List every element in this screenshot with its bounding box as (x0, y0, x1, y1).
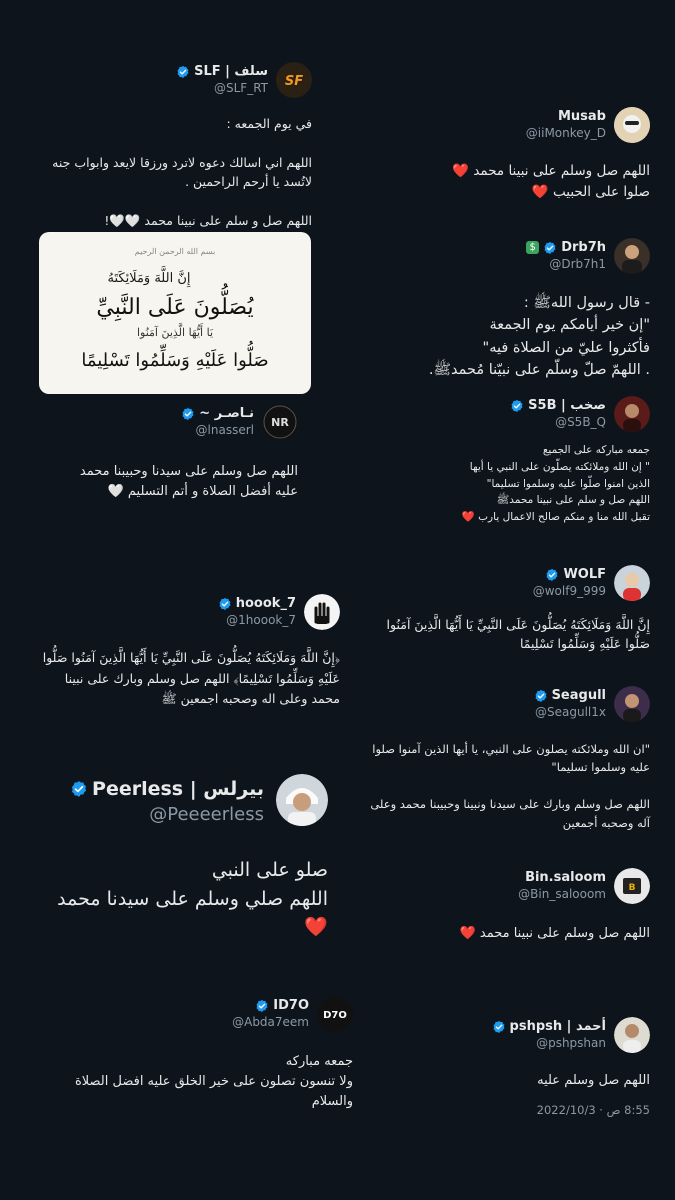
tweet-text: "ان الله وملائكته يصلون على النبي، يا أيها الذين آمنوا صلوا عليه وسلموا تسليما" اللهم صل وسلم وبارك على سيدنا ونبينا وحبيبنا محمد وعلى آله وصحبه أجمعين (370, 742, 650, 830)
avatar[interactable] (614, 1017, 650, 1053)
tweet-musab[interactable] (400, 107, 650, 203)
avatar[interactable] (614, 107, 650, 143)
tweet-s5b[interactable] (455, 396, 650, 526)
avatar[interactable] (614, 868, 650, 904)
verified-badge-icon (181, 407, 195, 421)
tweet-text: اللهم صل وسلم على نبينا محمد ❤️ (459, 926, 650, 941)
display-name[interactable]: WOLF (563, 567, 606, 582)
display-name[interactable]: صخب | S5B (528, 398, 606, 413)
timestamp[interactable]: 8:55 ص · 2022/10/3 (536, 1103, 650, 1118)
display-name[interactable]: نـاصـر ~ (199, 406, 254, 421)
svg-text:SF: SF (284, 74, 304, 89)
handle[interactable]: @Bin_salooom (518, 887, 606, 901)
avatar[interactable] (317, 996, 353, 1032)
avatar[interactable] (614, 238, 650, 274)
verified-badge-icon (255, 999, 269, 1013)
verified-badge-icon (176, 65, 190, 79)
verse-line-2: يُصَلُّونَ عَلَى النَّبِيِّ (96, 295, 254, 320)
display-name[interactable]: hoook_7 (235, 596, 296, 611)
svg-text:D7O: D7O (323, 1010, 347, 1021)
verified-badge-icon (543, 241, 557, 255)
basmala-text: بسم الله الرحمن الرحيم (134, 247, 216, 256)
verse-line-4: صَلُّوا عَلَيْهِ وَسَلِّمُوا تَسْلِيمًا (81, 350, 269, 371)
tweet-text: اللهم صل وسلم عليه (537, 1073, 650, 1088)
tweet-text: في يوم الجمعه : اللهم اني اسالك دعوه لاترد ورزقا لايعد وابواب جنه لاتُسد يا أرحم الراحمين . اللهم صل و سلم على نبينا محمد 🤍🤍! (52, 116, 312, 228)
avatar[interactable] (262, 404, 298, 440)
handle[interactable]: @Drb7h1 (549, 257, 606, 271)
avatar[interactable] (614, 686, 650, 722)
tweet-nasser[interactable] (60, 404, 298, 502)
handle[interactable]: @wolf9_999 (532, 584, 606, 598)
display-name[interactable]: سلف | SLF (194, 64, 268, 79)
tweet-text: - قال رسول اللهﷺ : "إن خير أيامكم يوم الجمعة فأكثروا عليّ من الصلاة فيه" . اللهمّ صلّ وسلّم على نبيّنا مُحمدﷺ. (428, 295, 650, 379)
display-name[interactable]: Musab (557, 109, 606, 124)
verified-badge-icon (492, 1020, 506, 1034)
avatar[interactable] (304, 594, 340, 630)
handle[interactable]: @SLF_RT (214, 81, 268, 95)
handle[interactable]: @iiMonkey_D (525, 126, 606, 140)
svg-text:B: B (628, 883, 636, 893)
tweet-text: جمعه مباركه على الجميع " إن الله وملائكته يصلّون على النبي يا أيها الذين امنوا صلّوا عليه وسلموا تسليما" اللهم صل و سلم على نبينا محمدﷺ تقبل الله منا و منكم صالح الاعمال يارب ❤️ (461, 444, 650, 524)
handle[interactable]: @lnasserl (195, 423, 254, 437)
tweet-text: اللهم صل وسلم على نبينا محمد ❤️ صلوا على الحبيب ❤️ (452, 163, 650, 200)
tweet-drb7h[interactable] (420, 238, 650, 382)
tweet-peerless[interactable] (38, 774, 328, 942)
quran-verse-image[interactable] (39, 232, 311, 394)
tweet-text: جمعه مباركه ولا تنسون تصلون على خير الخلق عليه افضل الصلاة والسلام (74, 1054, 353, 1110)
verse-line-3: يَا أَيُّهَا الَّذِينَ آمَنُوا (136, 326, 214, 339)
handle[interactable]: @Peeeerless (149, 804, 264, 825)
tweet-id7o[interactable] (38, 996, 353, 1112)
tweet-text: صلو على النبي اللهم صلي وسلم على سيدنا محمد ❤️ (57, 859, 328, 938)
handle[interactable]: @Abda7eem (232, 1015, 309, 1029)
verified-badge-icon (510, 399, 524, 413)
tweet-hoook[interactable] (38, 594, 340, 710)
tweet-pshpsh[interactable] (470, 1017, 650, 1117)
verified-badge-icon (218, 597, 232, 611)
tweet-binsaloom[interactable] (440, 868, 650, 944)
avatar[interactable] (276, 62, 312, 98)
avatar[interactable] (614, 565, 650, 601)
handle[interactable]: @pshpshan (536, 1036, 606, 1050)
avatar[interactable] (614, 396, 650, 432)
handle[interactable]: @1hoook_7 (226, 613, 296, 627)
handle[interactable]: @Seagull1x (535, 705, 606, 719)
verified-badge-icon (70, 780, 88, 798)
verified-badge-icon (545, 568, 559, 582)
display-name[interactable]: أحمد | pshpsh (509, 1019, 606, 1034)
money-bag-icon: $ (526, 241, 539, 254)
tweet-seagull[interactable] (362, 686, 650, 832)
display-name[interactable]: ID7O (273, 998, 309, 1013)
tweet-text: اللهم صل وسلم على سيدنا وحبيبنا محمد عليه أفضل الصلاة و أتم التسليم 🤍 (79, 464, 298, 500)
display-name[interactable]: Drb7h (561, 240, 606, 255)
svg-text:NR: NR (271, 416, 289, 429)
avatar[interactable] (276, 774, 328, 826)
tweet-slf[interactable] (30, 62, 312, 230)
tweet-wolf[interactable] (360, 565, 650, 654)
display-name[interactable]: Seagull (551, 688, 606, 703)
verse-line-1: إِنَّ اللَّهَ وَمَلَائِكَتَهُ (107, 271, 191, 286)
display-name[interactable]: Bin.saloom (525, 870, 606, 885)
tweet-text: إِنَّ اللَّهَ وَمَلَائِكَتَهُ يُصَلُّونَ عَلَى النَّبِيِّ يَا أَيُّهَا الَّذِينَ آمَنُوا صَلُّوا عَلَيْهِ وَسَلِّمُوا تَسْلِيمًا (386, 617, 650, 652)
tweet-text: ﴿إِنَّ اللَّهَ وَمَلَائِكَتَهُ يُصَلُّونَ عَلَى النَّبِيِّ يَا أَيُّهَا الَّذِينَ آمَنُوا صَلُّوا عَلَيْهِ وَسَلِّمُوا تَسْلِيمًا﴾ اللهم صل وسلم وبارك على نبينا محمد وعلى اله وصحبه اجمعين ﷺ (42, 650, 340, 707)
verified-badge-icon (534, 689, 548, 703)
display-name[interactable]: بيرلس | Peerless (92, 778, 264, 800)
handle[interactable]: @S5B_Q (555, 415, 606, 429)
